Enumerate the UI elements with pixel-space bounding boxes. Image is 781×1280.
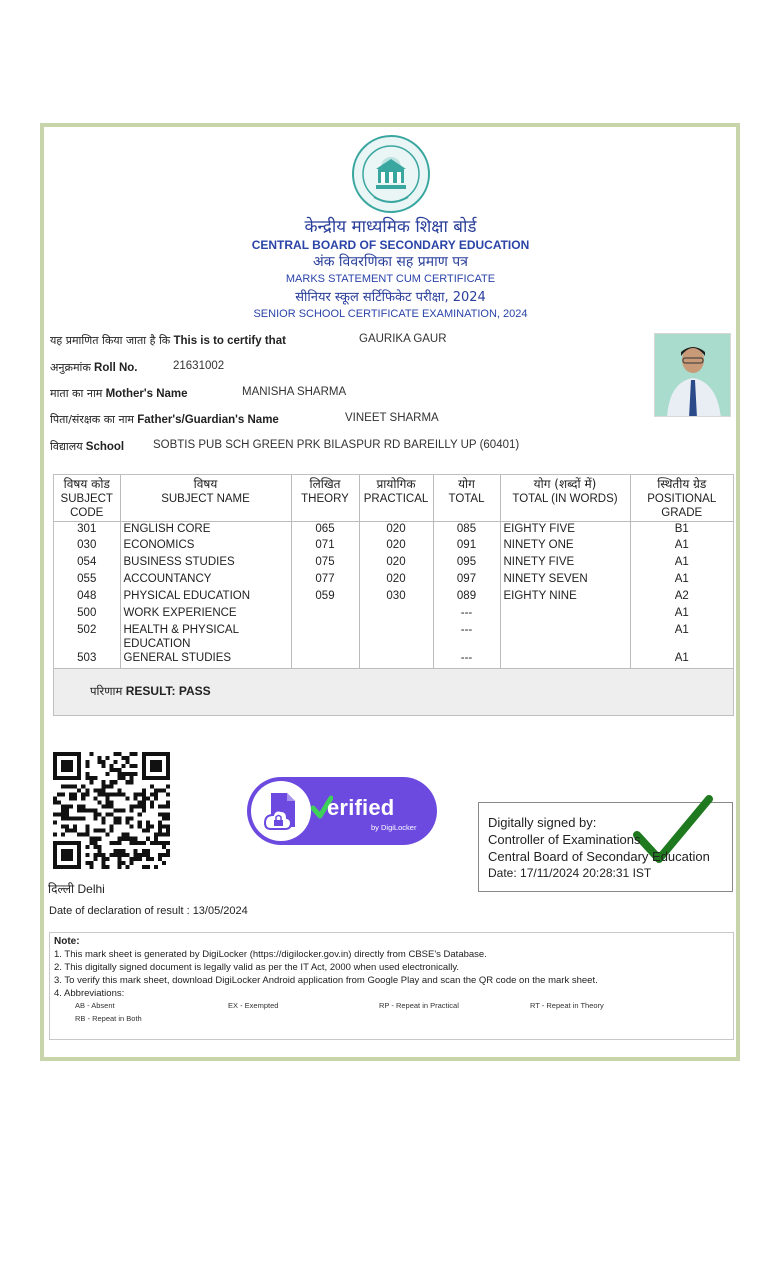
subject-name: HEALTH & PHYSICAL EDUCATION [120, 623, 291, 651]
theory-marks: 077 [291, 572, 359, 589]
total-marks: --- [433, 651, 500, 668]
positional-grade: A2 [630, 589, 733, 606]
header-total: योग TOTAL [433, 475, 500, 521]
table-row [54, 589, 733, 606]
header-subject-name: विषय SUBJECT NAME [120, 475, 291, 521]
practical-marks: 020 [359, 572, 433, 589]
header-practical: प्रायोगिक PRACTICAL [359, 475, 433, 521]
subject-name: PHYSICAL EDUCATION [120, 589, 291, 606]
roll-number: 21631002 [173, 360, 225, 372]
positional-grade: A1 [630, 606, 733, 623]
subject-name: ACCOUNTANCY [120, 572, 291, 589]
theory-marks [291, 651, 359, 668]
positional-grade: A1 [630, 572, 733, 589]
total-marks: 089 [433, 589, 500, 606]
positional-grade: A1 [630, 651, 733, 668]
total-in-words: EIGHTY NINE [500, 589, 630, 606]
certificate-title-hindi: अंक विवरणिका सह प्रमाण पत्र [313, 254, 468, 270]
total-marks: 097 [433, 572, 500, 589]
subject-name: GENERAL STUDIES [120, 651, 291, 668]
father-label: पिता/संरक्षक का नाम Father's/Guardian's Name [50, 413, 279, 426]
subject-code: 301 [77, 522, 97, 535]
qr-code[interactable] [53, 752, 170, 869]
subject-name: ENGLISH CORE [120, 521, 291, 538]
subject-name: WORK EXPERIENCE [120, 606, 291, 623]
total-in-words [500, 606, 630, 623]
subject-code: 502 [77, 624, 97, 636]
table-row [54, 651, 733, 668]
certify-label: यह प्रमाणित किया जाता है कि This is to certify that [50, 334, 286, 347]
abbreviation: RB - Repeat in Both [75, 1014, 142, 1023]
result-line: परिणाम RESULT: PASS [90, 684, 211, 698]
signer-title: Controller of Examinations [488, 832, 641, 847]
theory-marks [291, 623, 359, 651]
subject-code: 055 [77, 573, 97, 585]
declaration-date: Date of declaration of result : 13/05/2024 [49, 905, 248, 917]
practical-marks: 020 [359, 521, 433, 538]
note-box [49, 932, 734, 1040]
board-name-english: CENTRAL BOARD OF SECONDARY EDUCATION [251, 238, 530, 252]
table-row [54, 538, 733, 555]
theory-marks: 075 [291, 555, 359, 572]
total-marks: --- [433, 606, 500, 623]
roll-label: अनुक्रमांक Roll No. [50, 361, 138, 374]
signed-by-label: Digitally signed by: [488, 815, 597, 830]
note-line: 1. This mark sheet is generated by DigiLocker (https://digilocker.gov.in) directly from CBSE's Database. [54, 949, 487, 960]
mother-label: माता का नाम Mother's Name [50, 387, 188, 400]
subject-code: 048 [77, 590, 97, 602]
subject-code: 030 [77, 539, 97, 551]
abbreviation: AB - Absent [75, 1001, 115, 1010]
header-grade: स्थितीय ग्रेड POSITIONAL GRADE [630, 475, 733, 521]
total-in-words: NINETY SEVEN [500, 572, 630, 589]
signature-date: Date: 17/11/2024 20:28:31 IST [488, 866, 652, 880]
abbreviation: RT - Repeat in Theory [530, 1001, 604, 1010]
subject-code: 500 [77, 607, 97, 619]
cbse-emblem-icon [350, 133, 432, 215]
total-in-words: NINETY FIVE [500, 555, 630, 572]
verified-text: erified [327, 795, 395, 820]
father-name: VINEET SHARMA [345, 412, 439, 424]
table-row [54, 606, 733, 623]
table-row [54, 555, 733, 572]
practical-marks [359, 651, 433, 668]
header-total-words: योग (शब्दों में) TOTAL (IN WORDS) [500, 475, 630, 521]
exam-name-english: SENIOR SCHOOL CERTIFICATE EXAMINATION, 2024 [253, 308, 528, 320]
header-theory: लिखित THEORY [291, 475, 359, 521]
practical-marks: 030 [359, 589, 433, 606]
note-line: 3. To verify this mark sheet, download DigiLocker Android application from Google Play and scan the QR code on the mark sheet. [54, 975, 598, 986]
exam-name-hindi: सीनियर स्कूल सर्टिफिकेट परीक्षा, 2024 [295, 290, 486, 305]
by-digilocker-text: by DigiLocker [371, 823, 417, 832]
school-name: SOBTIS PUB SCH GREEN PRK BILASPUR RD BAREILLY UP (60401) [153, 439, 520, 451]
total-in-words: EIGHTY FIVE [500, 521, 630, 538]
school-label: विद्यालय School [50, 440, 125, 453]
result-value: PASS [178, 684, 211, 698]
subject-code: 054 [77, 556, 97, 568]
positional-grade: A1 [630, 623, 733, 651]
table-row [54, 521, 733, 538]
issue-city: दिल्ली Delhi [48, 882, 105, 896]
theory-marks [291, 606, 359, 623]
digital-signature-box[interactable] [478, 802, 733, 892]
positional-grade: A1 [630, 555, 733, 572]
total-marks: 085 [433, 521, 500, 538]
note-line: 4. Abbreviations: [54, 988, 125, 999]
practical-marks: 020 [359, 555, 433, 572]
mother-name: MANISHA SHARMA [242, 386, 347, 398]
total-in-words [500, 651, 630, 668]
note-line: 2. This digitally signed document is legally valid as per the IT Act, 2000 when used electronically. [54, 962, 460, 973]
practical-marks [359, 623, 433, 651]
theory-marks: 071 [291, 538, 359, 555]
candidate-name: GAURIKA GAUR [359, 333, 447, 345]
note-title: Note: [54, 936, 80, 947]
document-cloud-icon [251, 781, 311, 841]
abbreviation: EX - Exempted [228, 1001, 279, 1010]
table-header-row [54, 475, 733, 521]
subject-code: 503 [54, 651, 120, 668]
total-marks: 095 [433, 555, 500, 572]
digilocker-verified-badge [247, 777, 437, 845]
total-marks: --- [433, 623, 500, 651]
practical-marks [359, 606, 433, 623]
positional-grade: A1 [630, 538, 733, 555]
abbreviation: RP - Repeat in Practical [379, 1001, 459, 1010]
theory-marks: 059 [291, 589, 359, 606]
signer-organisation: Central Board of Secondary Education [488, 849, 710, 864]
subject-name: ECONOMICS [120, 538, 291, 555]
board-name-hindi: केन्द्रीय माध्यमिक शिक्षा बोर्ड [304, 217, 477, 237]
table-row [54, 572, 733, 589]
certificate-title-english: MARKS STATEMENT CUM CERTIFICATE [285, 273, 496, 285]
theory-marks: 065 [291, 521, 359, 538]
marks-table [54, 475, 733, 669]
total-in-words [500, 623, 630, 651]
table-row [54, 623, 733, 651]
candidate-photo [654, 333, 731, 417]
header-subject-code: विषय कोड SUBJECT CODE [54, 475, 120, 521]
positional-grade: B1 [630, 521, 733, 538]
total-marks: 091 [433, 538, 500, 555]
subject-name: BUSINESS STUDIES [120, 555, 291, 572]
total-in-words: NINETY ONE [500, 538, 630, 555]
practical-marks: 020 [359, 538, 433, 555]
